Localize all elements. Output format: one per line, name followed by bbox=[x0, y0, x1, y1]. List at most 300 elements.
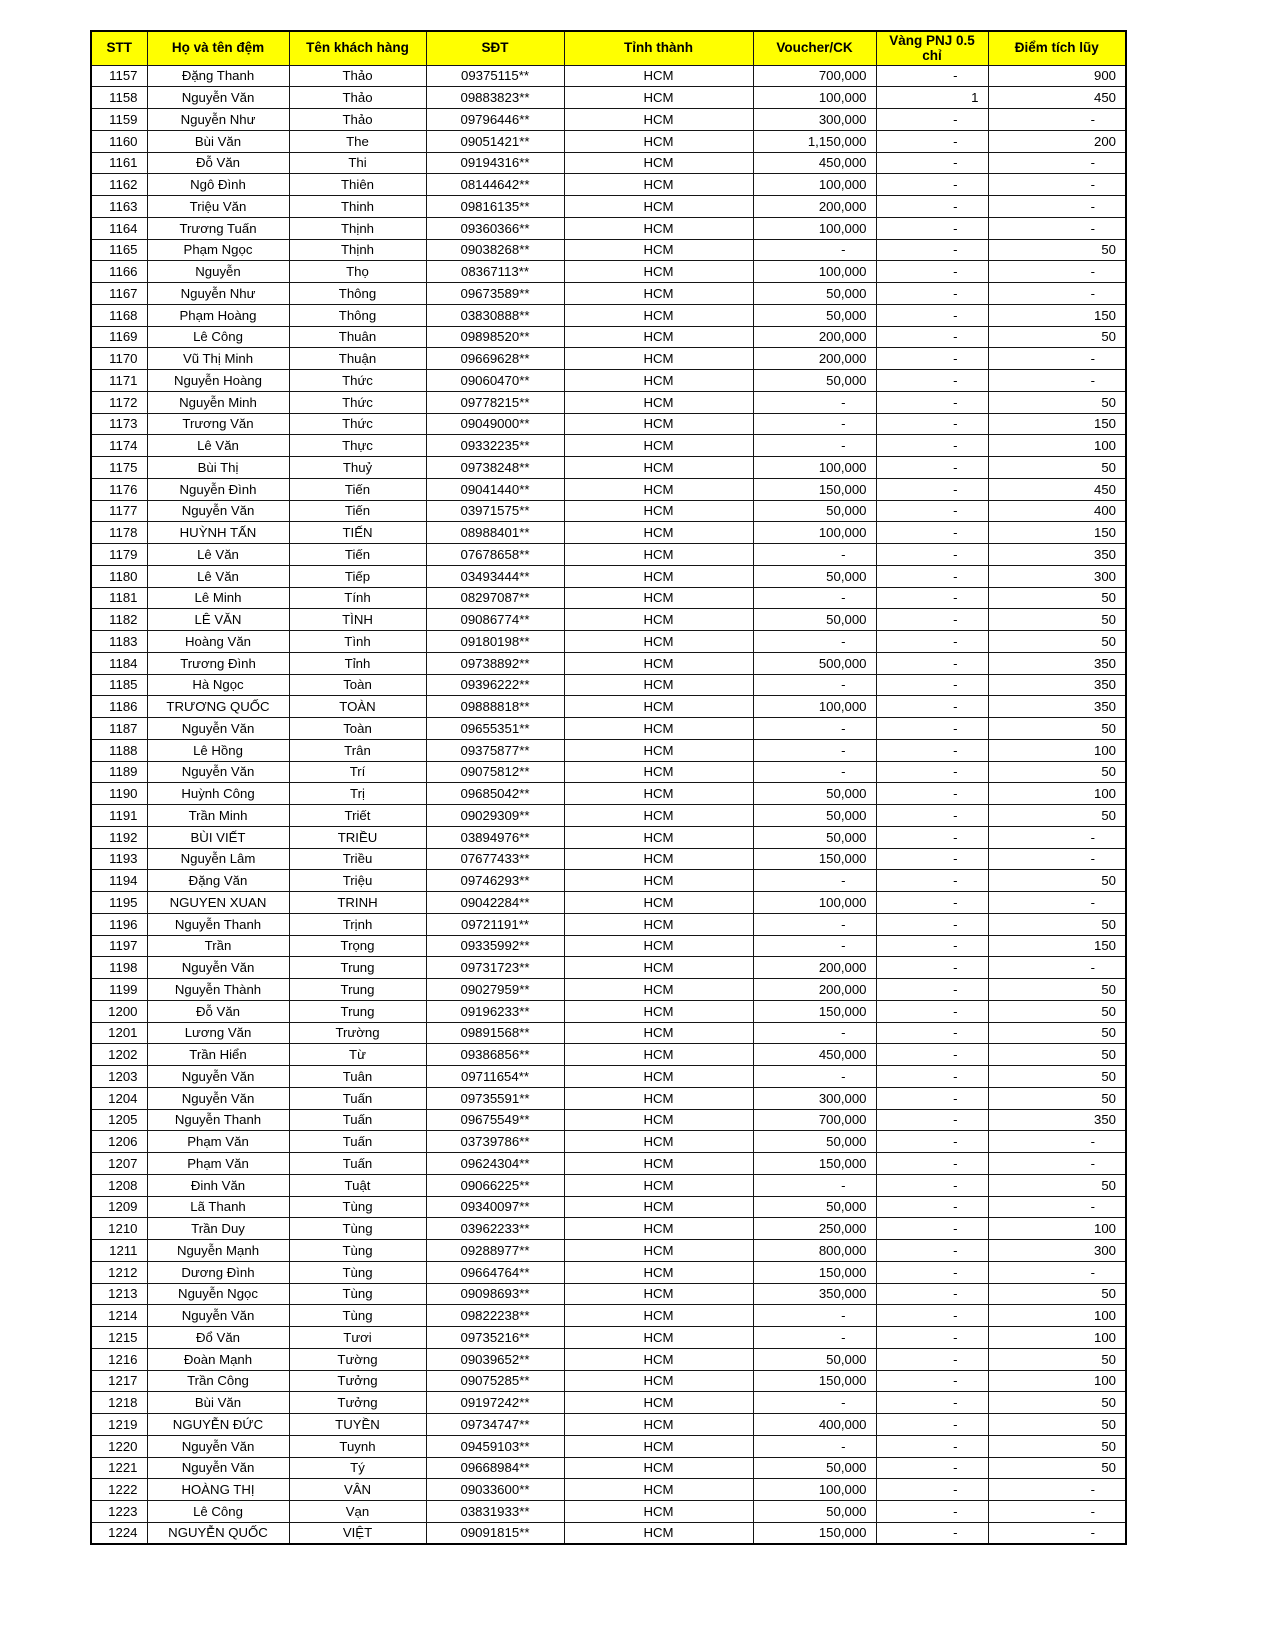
cell-diem-tich-luy: 50 bbox=[988, 979, 1126, 1001]
cell-vang-pnj: - bbox=[876, 283, 988, 305]
cell-ho-va-ten-dem: Trương Tuấn bbox=[147, 217, 289, 239]
table-row bbox=[91, 761, 1126, 783]
cell-sdt: 09888818** bbox=[426, 696, 564, 718]
table-row bbox=[91, 326, 1126, 348]
cell-tinh-thanh: HCM bbox=[564, 1000, 753, 1022]
cell-stt: 1193 bbox=[91, 848, 147, 870]
cell-voucher-ck: 100,000 bbox=[753, 457, 876, 479]
cell-sdt: 09029309** bbox=[426, 805, 564, 827]
cell-vang-pnj: - bbox=[876, 609, 988, 631]
cell-diem-tich-luy: 50 bbox=[988, 1457, 1126, 1479]
table-row bbox=[91, 1022, 1126, 1044]
cell-voucher-ck: 100,000 bbox=[753, 1479, 876, 1501]
cell-voucher-ck: - bbox=[753, 631, 876, 653]
cell-voucher-ck: 100,000 bbox=[753, 261, 876, 283]
cell-diem-tich-luy: 50 bbox=[988, 391, 1126, 413]
cell-vang-pnj: - bbox=[876, 652, 988, 674]
cell-ten-khach-hang: Tiến bbox=[289, 478, 426, 500]
cell-vang-pnj: - bbox=[876, 935, 988, 957]
cell-tinh-thanh: HCM bbox=[564, 1414, 753, 1436]
cell-tinh-thanh: HCM bbox=[564, 1174, 753, 1196]
cell-voucher-ck: - bbox=[753, 1022, 876, 1044]
cell-sdt: 08367113** bbox=[426, 261, 564, 283]
cell-sdt: 09091815** bbox=[426, 1522, 564, 1544]
cell-ho-va-ten-dem: Dương Đình bbox=[147, 1261, 289, 1283]
cell-vang-pnj: - bbox=[876, 1174, 988, 1196]
header-ten-khach-hang: Tên khách hàng bbox=[289, 31, 426, 65]
cell-tinh-thanh: HCM bbox=[564, 805, 753, 827]
cell-voucher-ck: - bbox=[753, 935, 876, 957]
cell-sdt: 09664764** bbox=[426, 1261, 564, 1283]
table-row bbox=[91, 587, 1126, 609]
table-row bbox=[91, 304, 1126, 326]
cell-stt: 1201 bbox=[91, 1022, 147, 1044]
cell-ho-va-ten-dem: Nguyễn Lâm bbox=[147, 848, 289, 870]
cell-stt: 1200 bbox=[91, 1000, 147, 1022]
cell-voucher-ck: 150,000 bbox=[753, 1000, 876, 1022]
cell-vang-pnj: - bbox=[876, 109, 988, 131]
cell-sdt: 09335992** bbox=[426, 935, 564, 957]
cell-voucher-ck: 150,000 bbox=[753, 1522, 876, 1544]
cell-ho-va-ten-dem: Phạm Ngọc bbox=[147, 239, 289, 261]
cell-diem-tich-luy: - bbox=[988, 196, 1126, 218]
cell-voucher-ck: 50,000 bbox=[753, 1196, 876, 1218]
cell-stt: 1186 bbox=[91, 696, 147, 718]
cell-tinh-thanh: HCM bbox=[564, 1196, 753, 1218]
cell-ten-khach-hang: Triều bbox=[289, 848, 426, 870]
cell-sdt: 07678658** bbox=[426, 544, 564, 566]
cell-stt: 1190 bbox=[91, 783, 147, 805]
table-row bbox=[91, 870, 1126, 892]
cell-vang-pnj: - bbox=[876, 696, 988, 718]
cell-voucher-ck: - bbox=[753, 544, 876, 566]
cell-diem-tich-luy: 100 bbox=[988, 783, 1126, 805]
cell-ten-khach-hang: Vạn bbox=[289, 1501, 426, 1523]
cell-voucher-ck: 150,000 bbox=[753, 478, 876, 500]
table-row bbox=[91, 1066, 1126, 1088]
cell-ten-khach-hang: Thọ bbox=[289, 261, 426, 283]
cell-diem-tich-luy: 50 bbox=[988, 1044, 1126, 1066]
cell-ho-va-ten-dem: Nguyễn Văn bbox=[147, 1457, 289, 1479]
cell-stt: 1174 bbox=[91, 435, 147, 457]
table-row bbox=[91, 348, 1126, 370]
cell-ho-va-ten-dem: Lê Văn bbox=[147, 544, 289, 566]
cell-ho-va-ten-dem: Nguyễn Thành bbox=[147, 979, 289, 1001]
cell-diem-tich-luy: 50 bbox=[988, 805, 1126, 827]
cell-stt: 1206 bbox=[91, 1131, 147, 1153]
table-row bbox=[91, 1305, 1126, 1327]
cell-voucher-ck: 150,000 bbox=[753, 1261, 876, 1283]
cell-tinh-thanh: HCM bbox=[564, 1218, 753, 1240]
cell-sdt: 08988401** bbox=[426, 522, 564, 544]
cell-voucher-ck: 100,000 bbox=[753, 892, 876, 914]
cell-diem-tich-luy: - bbox=[988, 1131, 1126, 1153]
cell-voucher-ck: - bbox=[753, 413, 876, 435]
cell-voucher-ck: 200,000 bbox=[753, 326, 876, 348]
cell-diem-tich-luy: 50 bbox=[988, 1283, 1126, 1305]
cell-ten-khach-hang: Thịnh bbox=[289, 239, 426, 261]
cell-ho-va-ten-dem: Bùi Văn bbox=[147, 130, 289, 152]
cell-sdt: 09738892** bbox=[426, 652, 564, 674]
cell-voucher-ck: - bbox=[753, 391, 876, 413]
cell-sdt: 09673589** bbox=[426, 283, 564, 305]
cell-ho-va-ten-dem: Lê Minh bbox=[147, 587, 289, 609]
cell-tinh-thanh: HCM bbox=[564, 348, 753, 370]
cell-tinh-thanh: HCM bbox=[564, 109, 753, 131]
cell-tinh-thanh: HCM bbox=[564, 174, 753, 196]
cell-diem-tich-luy: - bbox=[988, 1261, 1126, 1283]
cell-tinh-thanh: HCM bbox=[564, 870, 753, 892]
cell-tinh-thanh: HCM bbox=[564, 609, 753, 631]
cell-voucher-ck: 50,000 bbox=[753, 370, 876, 392]
cell-vang-pnj: - bbox=[876, 826, 988, 848]
cell-ho-va-ten-dem: NGUYEN XUAN bbox=[147, 892, 289, 914]
cell-sdt: 03962233** bbox=[426, 1218, 564, 1240]
table-row bbox=[91, 805, 1126, 827]
cell-tinh-thanh: HCM bbox=[564, 304, 753, 326]
cell-ten-khach-hang: Tưởng bbox=[289, 1392, 426, 1414]
cell-voucher-ck: 250,000 bbox=[753, 1218, 876, 1240]
cell-diem-tich-luy: - bbox=[988, 826, 1126, 848]
cell-tinh-thanh: HCM bbox=[564, 1392, 753, 1414]
cell-ho-va-ten-dem: Trần Duy bbox=[147, 1218, 289, 1240]
cell-ten-khach-hang: Thi bbox=[289, 152, 426, 174]
cell-voucher-ck: 150,000 bbox=[753, 848, 876, 870]
table-row bbox=[91, 718, 1126, 740]
cell-sdt: 09066225** bbox=[426, 1174, 564, 1196]
cell-stt: 1181 bbox=[91, 587, 147, 609]
cell-diem-tich-luy: 50 bbox=[988, 913, 1126, 935]
table-row bbox=[91, 478, 1126, 500]
cell-tinh-thanh: HCM bbox=[564, 544, 753, 566]
cell-tinh-thanh: HCM bbox=[564, 130, 753, 152]
cell-diem-tich-luy: 50 bbox=[988, 1392, 1126, 1414]
cell-vang-pnj: - bbox=[876, 1066, 988, 1088]
cell-ho-va-ten-dem: Huỳnh Công bbox=[147, 783, 289, 805]
cell-ho-va-ten-dem: Đổ Văn bbox=[147, 1327, 289, 1349]
cell-voucher-ck: - bbox=[753, 761, 876, 783]
cell-tinh-thanh: HCM bbox=[564, 1044, 753, 1066]
cell-diem-tich-luy: 350 bbox=[988, 1109, 1126, 1131]
cell-ten-khach-hang: Tuấn bbox=[289, 1153, 426, 1175]
cell-sdt: 09459103** bbox=[426, 1435, 564, 1457]
cell-tinh-thanh: HCM bbox=[564, 217, 753, 239]
header-ho-va-ten-dem: Họ và tên đệm bbox=[147, 31, 289, 65]
cell-stt: 1212 bbox=[91, 1261, 147, 1283]
cell-ten-khach-hang: TOÀN bbox=[289, 696, 426, 718]
table-row bbox=[91, 196, 1126, 218]
cell-ten-khach-hang: Triệu bbox=[289, 870, 426, 892]
cell-stt: 1185 bbox=[91, 674, 147, 696]
cell-tinh-thanh: HCM bbox=[564, 761, 753, 783]
cell-vang-pnj: - bbox=[876, 152, 988, 174]
cell-stt: 1175 bbox=[91, 457, 147, 479]
customer-table bbox=[90, 30, 1127, 1545]
cell-voucher-ck: 50,000 bbox=[753, 283, 876, 305]
cell-stt: 1189 bbox=[91, 761, 147, 783]
cell-vang-pnj: 1 bbox=[876, 87, 988, 109]
cell-diem-tich-luy: 100 bbox=[988, 739, 1126, 761]
cell-diem-tich-luy: 300 bbox=[988, 565, 1126, 587]
header-vang-pnj: Vàng PNJ 0.5 chỉ bbox=[876, 31, 988, 65]
cell-vang-pnj: - bbox=[876, 174, 988, 196]
cell-ho-va-ten-dem: Nguyễn bbox=[147, 261, 289, 283]
cell-stt: 1158 bbox=[91, 87, 147, 109]
cell-diem-tich-luy: 350 bbox=[988, 652, 1126, 674]
cell-stt: 1171 bbox=[91, 370, 147, 392]
cell-vang-pnj: - bbox=[876, 326, 988, 348]
cell-ten-khach-hang: Tươi bbox=[289, 1327, 426, 1349]
cell-vang-pnj: - bbox=[876, 1131, 988, 1153]
table-row bbox=[91, 283, 1126, 305]
cell-stt: 1168 bbox=[91, 304, 147, 326]
cell-sdt: 09891568** bbox=[426, 1022, 564, 1044]
cell-diem-tich-luy: 50 bbox=[988, 718, 1126, 740]
cell-voucher-ck: 800,000 bbox=[753, 1240, 876, 1262]
cell-ten-khach-hang: Tiến bbox=[289, 544, 426, 566]
cell-diem-tich-luy: 50 bbox=[988, 1022, 1126, 1044]
cell-vang-pnj: - bbox=[876, 1153, 988, 1175]
cell-diem-tich-luy: 50 bbox=[988, 609, 1126, 631]
cell-voucher-ck: 50,000 bbox=[753, 304, 876, 326]
table-row bbox=[91, 1044, 1126, 1066]
table-row bbox=[91, 674, 1126, 696]
cell-sdt: 09332235** bbox=[426, 435, 564, 457]
table-row bbox=[91, 217, 1126, 239]
table-row bbox=[91, 370, 1126, 392]
cell-ho-va-ten-dem: Hoàng Văn bbox=[147, 631, 289, 653]
cell-stt: 1192 bbox=[91, 826, 147, 848]
cell-ho-va-ten-dem: Hà Ngọc bbox=[147, 674, 289, 696]
cell-stt: 1188 bbox=[91, 739, 147, 761]
cell-sdt: 09735591** bbox=[426, 1087, 564, 1109]
cell-ten-khach-hang: Trịnh bbox=[289, 913, 426, 935]
cell-vang-pnj: - bbox=[876, 478, 988, 500]
table-row bbox=[91, 87, 1126, 109]
table-row bbox=[91, 1196, 1126, 1218]
cell-stt: 1163 bbox=[91, 196, 147, 218]
cell-ho-va-ten-dem: TRƯƠNG QUỐC bbox=[147, 696, 289, 718]
cell-vang-pnj: - bbox=[876, 805, 988, 827]
cell-sdt: 09038268** bbox=[426, 239, 564, 261]
cell-voucher-ck: - bbox=[753, 674, 876, 696]
cell-vang-pnj: - bbox=[876, 1109, 988, 1131]
cell-voucher-ck: 50,000 bbox=[753, 609, 876, 631]
cell-diem-tich-luy: - bbox=[988, 174, 1126, 196]
cell-ten-khach-hang: Triết bbox=[289, 805, 426, 827]
cell-ten-khach-hang: Tỉnh bbox=[289, 652, 426, 674]
cell-vang-pnj: - bbox=[876, 1044, 988, 1066]
cell-stt: 1203 bbox=[91, 1066, 147, 1088]
cell-voucher-ck: 300,000 bbox=[753, 109, 876, 131]
cell-stt: 1199 bbox=[91, 979, 147, 1001]
cell-tinh-thanh: HCM bbox=[564, 696, 753, 718]
cell-ten-khach-hang: Tiếp bbox=[289, 565, 426, 587]
cell-tinh-thanh: HCM bbox=[564, 631, 753, 653]
header-sdt: SĐT bbox=[426, 31, 564, 65]
cell-vang-pnj: - bbox=[876, 65, 988, 87]
cell-tinh-thanh: HCM bbox=[564, 913, 753, 935]
cell-diem-tich-luy: 350 bbox=[988, 696, 1126, 718]
cell-diem-tich-luy: 450 bbox=[988, 87, 1126, 109]
cell-tinh-thanh: HCM bbox=[564, 457, 753, 479]
cell-ho-va-ten-dem: Nguyễn Văn bbox=[147, 718, 289, 740]
cell-ten-khach-hang: Tuấn bbox=[289, 1087, 426, 1109]
cell-ten-khach-hang: Thuận bbox=[289, 348, 426, 370]
cell-vang-pnj: - bbox=[876, 1479, 988, 1501]
cell-voucher-ck: 100,000 bbox=[753, 696, 876, 718]
cell-ho-va-ten-dem: Trần Hiển bbox=[147, 1044, 289, 1066]
cell-sdt: 09685042** bbox=[426, 783, 564, 805]
cell-vang-pnj: - bbox=[876, 1392, 988, 1414]
cell-sdt: 09375115** bbox=[426, 65, 564, 87]
cell-sdt: 09098693** bbox=[426, 1283, 564, 1305]
cell-tinh-thanh: HCM bbox=[564, 1327, 753, 1349]
cell-vang-pnj: - bbox=[876, 1240, 988, 1262]
table-row bbox=[91, 174, 1126, 196]
cell-ho-va-ten-dem: Nguyễn Ngọc bbox=[147, 1283, 289, 1305]
cell-stt: 1167 bbox=[91, 283, 147, 305]
cell-diem-tich-luy: 100 bbox=[988, 1305, 1126, 1327]
cell-sdt: 03739786** bbox=[426, 1131, 564, 1153]
cell-stt: 1177 bbox=[91, 500, 147, 522]
table-row bbox=[91, 1501, 1126, 1523]
cell-diem-tich-luy: - bbox=[988, 1153, 1126, 1175]
cell-ten-khach-hang: TRINH bbox=[289, 892, 426, 914]
table-row bbox=[91, 261, 1126, 283]
cell-vang-pnj: - bbox=[876, 1348, 988, 1370]
cell-diem-tich-luy: 450 bbox=[988, 478, 1126, 500]
cell-stt: 1157 bbox=[91, 65, 147, 87]
cell-tinh-thanh: HCM bbox=[564, 1087, 753, 1109]
cell-ten-khach-hang: VÂN bbox=[289, 1479, 426, 1501]
cell-vang-pnj: - bbox=[876, 565, 988, 587]
cell-sdt: 09883823** bbox=[426, 87, 564, 109]
cell-ho-va-ten-dem: Lương Văn bbox=[147, 1022, 289, 1044]
cell-tinh-thanh: HCM bbox=[564, 522, 753, 544]
cell-diem-tich-luy: - bbox=[988, 152, 1126, 174]
cell-voucher-ck: - bbox=[753, 1435, 876, 1457]
cell-ho-va-ten-dem: Đinh Văn bbox=[147, 1174, 289, 1196]
cell-stt: 1176 bbox=[91, 478, 147, 500]
cell-ten-khach-hang: Trung bbox=[289, 957, 426, 979]
cell-ho-va-ten-dem: HOÀNG THỊ bbox=[147, 1479, 289, 1501]
cell-ten-khach-hang: Trung bbox=[289, 1000, 426, 1022]
table-row bbox=[91, 979, 1126, 1001]
table-row bbox=[91, 1348, 1126, 1370]
cell-tinh-thanh: HCM bbox=[564, 500, 753, 522]
cell-vang-pnj: - bbox=[876, 1522, 988, 1544]
cell-voucher-ck: 100,000 bbox=[753, 174, 876, 196]
table-row bbox=[91, 565, 1126, 587]
cell-tinh-thanh: HCM bbox=[564, 1261, 753, 1283]
cell-sdt: 09051421** bbox=[426, 130, 564, 152]
cell-ten-khach-hang: Trường bbox=[289, 1022, 426, 1044]
cell-stt: 1179 bbox=[91, 544, 147, 566]
cell-tinh-thanh: HCM bbox=[564, 848, 753, 870]
cell-stt: 1222 bbox=[91, 1479, 147, 1501]
cell-vang-pnj: - bbox=[876, 500, 988, 522]
cell-diem-tich-luy: 50 bbox=[988, 1087, 1126, 1109]
cell-vang-pnj: - bbox=[876, 848, 988, 870]
cell-sdt: 09033600** bbox=[426, 1479, 564, 1501]
cell-sdt: 09340097** bbox=[426, 1196, 564, 1218]
cell-tinh-thanh: HCM bbox=[564, 1457, 753, 1479]
cell-vang-pnj: - bbox=[876, 457, 988, 479]
table-row bbox=[91, 652, 1126, 674]
cell-sdt: 09386856** bbox=[426, 1044, 564, 1066]
cell-diem-tich-luy: - bbox=[988, 848, 1126, 870]
cell-tinh-thanh: HCM bbox=[564, 152, 753, 174]
cell-tinh-thanh: HCM bbox=[564, 1066, 753, 1088]
table-row bbox=[91, 1087, 1126, 1109]
table-row bbox=[91, 1174, 1126, 1196]
cell-stt: 1198 bbox=[91, 957, 147, 979]
cell-ho-va-ten-dem: Bùi Văn bbox=[147, 1392, 289, 1414]
cell-vang-pnj: - bbox=[876, 239, 988, 261]
cell-ten-khach-hang: VIỆT bbox=[289, 1522, 426, 1544]
cell-ho-va-ten-dem: Nguyễn Văn bbox=[147, 1087, 289, 1109]
table-body bbox=[91, 65, 1126, 1544]
cell-stt: 1172 bbox=[91, 391, 147, 413]
cell-voucher-ck: - bbox=[753, 1392, 876, 1414]
cell-ten-khach-hang: TUYỀN bbox=[289, 1414, 426, 1436]
cell-ho-va-ten-dem: Trương Văn bbox=[147, 413, 289, 435]
cell-ho-va-ten-dem: Nguyễn Đình bbox=[147, 478, 289, 500]
cell-ten-khach-hang: Tùng bbox=[289, 1218, 426, 1240]
cell-tinh-thanh: HCM bbox=[564, 391, 753, 413]
cell-tinh-thanh: HCM bbox=[564, 435, 753, 457]
cell-ho-va-ten-dem: Nguyễn Văn bbox=[147, 1435, 289, 1457]
cell-vang-pnj: - bbox=[876, 1435, 988, 1457]
cell-vang-pnj: - bbox=[876, 957, 988, 979]
cell-diem-tich-luy: 350 bbox=[988, 674, 1126, 696]
cell-vang-pnj: - bbox=[876, 631, 988, 653]
cell-ten-khach-hang: Tùng bbox=[289, 1240, 426, 1262]
cell-ho-va-ten-dem: Nguyễn Văn bbox=[147, 1066, 289, 1088]
header-stt: STT bbox=[91, 31, 147, 65]
cell-ho-va-ten-dem: Nguyễn Mạnh bbox=[147, 1240, 289, 1262]
cell-voucher-ck: - bbox=[753, 239, 876, 261]
cell-ho-va-ten-dem: Nguyễn Văn bbox=[147, 761, 289, 783]
cell-diem-tich-luy: - bbox=[988, 217, 1126, 239]
table-row bbox=[91, 1522, 1126, 1544]
cell-sdt: 09746293** bbox=[426, 870, 564, 892]
cell-vang-pnj: - bbox=[876, 370, 988, 392]
cell-diem-tich-luy: - bbox=[988, 261, 1126, 283]
cell-ten-khach-hang: Thịnh bbox=[289, 217, 426, 239]
cell-stt: 1183 bbox=[91, 631, 147, 653]
cell-vang-pnj: - bbox=[876, 1087, 988, 1109]
cell-vang-pnj: - bbox=[876, 1305, 988, 1327]
cell-diem-tich-luy: - bbox=[988, 283, 1126, 305]
cell-sdt: 09196233** bbox=[426, 1000, 564, 1022]
cell-voucher-ck: 50,000 bbox=[753, 1348, 876, 1370]
cell-ho-va-ten-dem: Lê Văn bbox=[147, 565, 289, 587]
cell-stt: 1211 bbox=[91, 1240, 147, 1262]
cell-ho-va-ten-dem: Vũ Thị Minh bbox=[147, 348, 289, 370]
cell-voucher-ck: 400,000 bbox=[753, 1414, 876, 1436]
cell-sdt: 09655351** bbox=[426, 718, 564, 740]
table-row bbox=[91, 783, 1126, 805]
cell-vang-pnj: - bbox=[876, 761, 988, 783]
cell-diem-tich-luy: 150 bbox=[988, 304, 1126, 326]
cell-diem-tich-luy: 200 bbox=[988, 130, 1126, 152]
cell-ho-va-ten-dem: Lã Thanh bbox=[147, 1196, 289, 1218]
table-row bbox=[91, 739, 1126, 761]
cell-tinh-thanh: HCM bbox=[564, 674, 753, 696]
cell-sdt: 09041440** bbox=[426, 478, 564, 500]
